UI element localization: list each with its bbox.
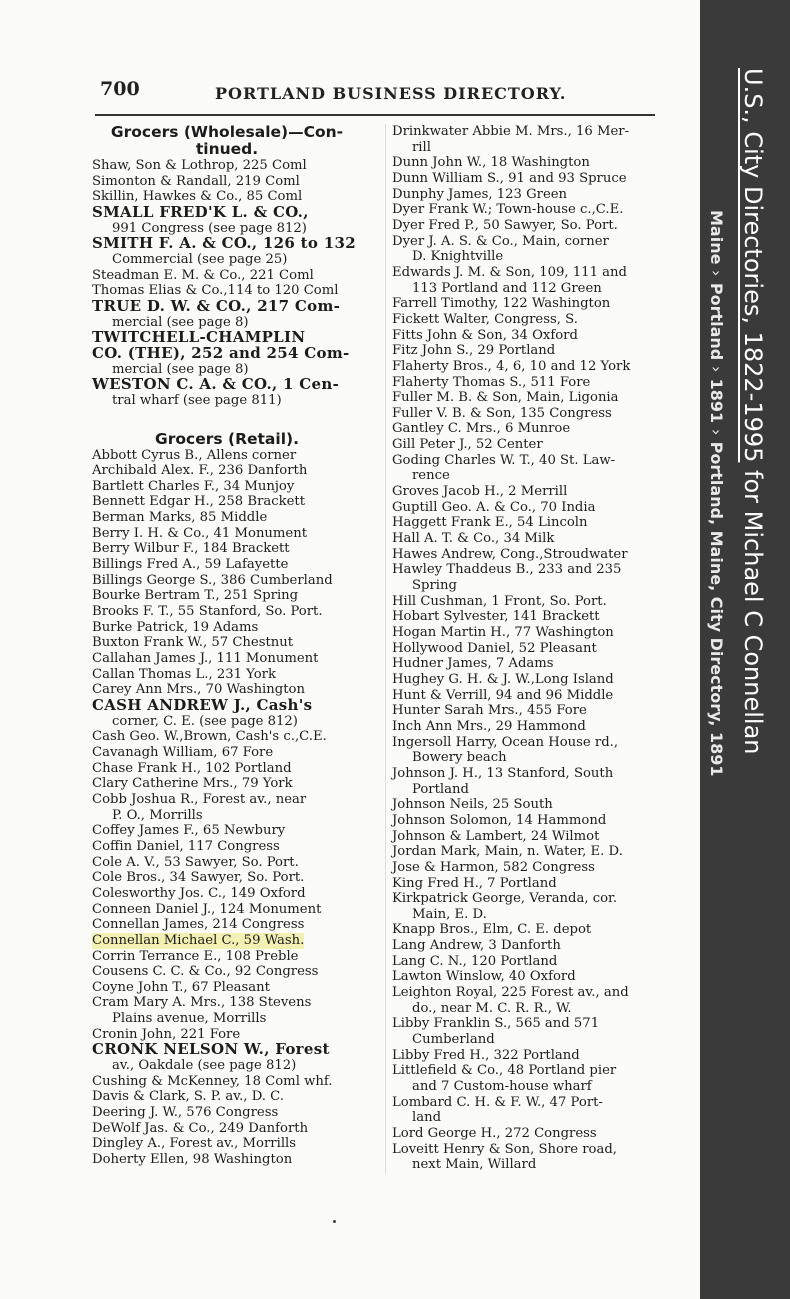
listing-entry: Bourke Bertram T., 251 Spring (92, 588, 299, 604)
listing-entry: Fitz John S., 29 Portland (392, 343, 556, 359)
listing-entry: Libby Fred H., 322 Portland (392, 1047, 580, 1063)
listing-entry: Berry Wilbur F., 184 Brackett (92, 541, 290, 557)
listing-entry: Hogan Martin H., 77 Washington (392, 625, 614, 640)
section-heading: Grocers (Wholesale)—Con- (110, 123, 344, 141)
breadcrumb-separator: › (707, 366, 726, 373)
listing-continuation: rence (412, 468, 450, 484)
listing-entry: SMITH F. A. & CO., 126 to 132 (92, 234, 356, 253)
listing-entry: Steadman E. M. & Co., 221 Coml (92, 267, 314, 283)
listing-entry: Clary Catherine Mrs., 79 York (92, 776, 293, 792)
listing-entry: Deering J. W., 576 Congress (92, 1105, 279, 1121)
listing-entry: Hill Cushman, 1 Front, So. Port. (392, 593, 607, 609)
listing-entry: Berry I. H. & Co., 41 Monument (92, 525, 308, 541)
listing-entry: Dyer Frank W.; Town-house c.,C.E. (392, 202, 624, 218)
listing-continuation: D. Knightville (412, 249, 504, 265)
listing-entry: Dyer J. A. S. & Co., Main, corner (392, 233, 609, 249)
listing-entry: Lang Andrew, 3 Danforth (392, 938, 561, 954)
listing-entry: Farrell Timothy, 122 Washington (392, 296, 611, 312)
listing-continuation: P. O., Morrills (112, 807, 203, 823)
breadcrumb-item[interactable]: Portland, Maine, City Directory, 1891 (707, 441, 726, 777)
header-rule (95, 114, 655, 116)
listing-entry: Hobart Sylvester, 141 Brackett (392, 609, 600, 625)
listing-entry: Haggett Frank E., 54 Lincoln (392, 515, 588, 531)
listing-entry: Lord George H., 272 Congress (392, 1126, 597, 1141)
listing-entry: Skillin, Hawkes & Co., 85 Coml (92, 189, 303, 205)
listing-entry: Jordan Mark, Main, n. Water, E. D. (392, 844, 623, 860)
listing-entry: TRUE D. W. & CO., 217 Com- (92, 296, 341, 315)
listing-entry: Gill Peter J., 52 Center (392, 437, 543, 453)
listing-entry: Goding Charles W. T., 40 St. Law- (392, 452, 616, 468)
listing-entry: Fuller V. B. & Son, 135 Congress (392, 405, 612, 421)
listing-continuation: tral wharf (see page 811) (112, 392, 282, 408)
section-heading: Grocers (Retail). (155, 429, 299, 448)
listing-entry: Johnson Neils, 25 South (392, 797, 553, 813)
listing-entry: Abbott Cyrus B., Allens corner (92, 447, 297, 463)
listing-entry: DeWolf Jas. & Co., 249 Danforth (92, 1120, 309, 1136)
listing-continuation: next Main, Willard (412, 1157, 537, 1173)
listing-entry: Hughey G. H. & J. W.,Long Island (392, 671, 614, 687)
listing-entry: Edwards J. M. & Son, 109, 111 and (392, 264, 627, 280)
listing-entry: Cushing & McKenney, 18 Coml whf. (92, 1073, 333, 1089)
listing-continuation: Spring (412, 578, 457, 594)
listing-continuation: corner, C. E. (see page 812) (112, 713, 298, 729)
listing-entry: SMALL FRED'K L. & CO., (92, 202, 309, 221)
breadcrumb-item[interactable]: Maine (707, 210, 726, 265)
listing-entry: Dunphy James, 123 Green (392, 186, 568, 202)
listing-entry: Coffin Daniel, 117 Congress (92, 838, 280, 854)
listing-entry: Simonton & Randall, 219 Coml (92, 173, 300, 189)
listing-entry: Billings Fred A., 59 Lafayette (92, 557, 289, 573)
listing-entry: Hunt & Verrill, 94 and 96 Middle (392, 687, 614, 703)
listing-entry: Hunter Sarah Mrs., 455 Fore (392, 703, 587, 719)
breadcrumb (706, 210, 726, 776)
breadcrumb-item[interactable]: Portland (707, 282, 726, 361)
listing-entry: Jose & Harmon, 582 Congress (392, 859, 595, 875)
listing-entry: Hall A. T. & Co., 34 Milk (392, 531, 555, 547)
listing-entry: Johnson J. H., 13 Stanford, South (392, 765, 614, 781)
listing-entry: Chase Frank H., 102 Portland (92, 760, 292, 776)
listing-entry: Dunn John W., 18 Washington (392, 155, 590, 171)
listing-continuation: mercial (see page 8) (112, 361, 249, 377)
listing-entry: Libby Franklin S., 565 and 571 (392, 1016, 600, 1032)
listing-entry: Bartlett Charles F., 34 Munjoy (92, 478, 295, 494)
listing-entry: Gantley C. Mrs., 6 Munroe (392, 421, 571, 437)
listing-continuation: 991 Congress (see page 812) (112, 220, 307, 236)
print-speck (333, 1220, 336, 1223)
page-number: 700 (100, 78, 140, 100)
listing-entry: Callan Thomas L., 231 York (92, 666, 276, 682)
listing-entry: CO. (THE), 252 and 254 Com- (92, 343, 350, 362)
listing-entry: CASH ANDREW J., Cash's (92, 696, 313, 714)
listing-entry: Archibald Alex. F., 236 Danforth (92, 463, 308, 479)
listing-continuation: Commercial (see page 25) (112, 251, 288, 267)
listing-entry: Cousens C. C. & Co., 92 Congress (92, 964, 319, 980)
listing-entry: Kirkpatrick George, Veranda, cor. (392, 891, 618, 907)
listing-entry: Hawes Andrew, Cong.,Stroudwater (392, 546, 628, 562)
listing-continuation: mercial (see page 8) (112, 314, 249, 330)
listing-entry: Carey Ann Mrs., 70 Washington (92, 682, 305, 698)
listing-entry: Littlefield & Co., 48 Portland pier (392, 1063, 617, 1079)
listing-entry: Fitts John & Son, 34 Oxford (392, 327, 578, 343)
listing-continuation: Main, E. D. (412, 906, 487, 922)
listing-entry: Johnson & Lambert, 24 Wilmot (392, 828, 600, 844)
listing-entry: Loveitt Henry & Son, Shore road, (392, 1141, 617, 1157)
right-column (392, 124, 667, 1173)
column-divider (385, 124, 386, 1174)
listing-entry: Flaherty Thomas S., 511 Fore (392, 374, 591, 390)
listing-entry: Corrin Terrance E., 108 Preble (92, 948, 299, 964)
listing-entry: Doherty Ellen, 98 Washington (92, 1152, 293, 1168)
listing-entry: King Fred H., 7 Portland (392, 875, 557, 891)
listing-continuation: rill (412, 139, 431, 155)
listing-entry: Buxton Frank W., 57 Chestnut (92, 635, 294, 651)
listing-entry: Conneen Daniel J., 124 Monument (92, 901, 322, 917)
record-title-rest: for Michael C Connellan (739, 462, 767, 755)
collection-link[interactable]: U.S., City Directories, 1822-1995 (739, 68, 767, 463)
section-heading: tinued. (195, 140, 259, 158)
listing-continuation: Portland (412, 781, 469, 797)
listing-continuation: do., near M. C. R. R., W. (412, 1000, 572, 1016)
listing-entry: Groves Jacob H., 2 Merrill (392, 484, 568, 500)
listing-entry: Dunn William S., 91 and 93 Spruce (392, 170, 627, 186)
listing-entry: Connellan James, 214 Congress (92, 917, 305, 933)
listing-entry: Dyer Fred P., 50 Sawyer, So. Port. (392, 217, 618, 233)
running-title: PORTLAND BUSINESS DIRECTORY. (215, 84, 567, 103)
listing-entry: Cram Mary A. Mrs., 138 Stevens (92, 995, 312, 1011)
listing-continuation: and 7 Custom-house wharf (412, 1079, 592, 1095)
listing-entry: Coffey James F., 65 Newbury (92, 823, 286, 839)
listing-entry: WESTON C. A. & CO., 1 Cen- (92, 375, 340, 394)
listing-entry: Lombard C. H. & F. W., 47 Port- (392, 1094, 603, 1110)
listing-entry: Cash Geo. W.,Brown, Cash's c.,C.E. (92, 729, 327, 745)
listing-continuation: Plains avenue, Morrills (112, 1011, 267, 1027)
listing-entry: Cobb Joshua R., Forest av., near (92, 791, 307, 807)
listing-entry: Callahan James J., 111 Monument (92, 651, 319, 667)
listing-entry: Lawton Winslow, 40 Oxford (392, 969, 576, 985)
listing-entry: Flaherty Bros., 4, 6, 10 and 12 York (392, 358, 631, 374)
listing-entry: Brooks F. T., 55 Stanford, So. Port. (92, 604, 323, 620)
listing-entry: Colesworthy Jos. C., 149 Oxford (92, 885, 306, 901)
listing-entry: Fickett Walter, Congress, S. (392, 311, 578, 327)
listing-entry: Guptill Geo. A. & Co., 70 India (392, 499, 596, 515)
listing-entry: Shaw, Son & Lothrop, 225 Coml (92, 158, 307, 173)
listing-continuation: Bowery beach (412, 750, 507, 766)
listing-entry: Davis & Clark, S. P. av., D. C. (92, 1089, 284, 1105)
listing-entry: Thomas Elias & Co.,114 to 120 Coml (92, 283, 339, 299)
listing-entry: Leighton Royal, 225 Forest av., and (392, 985, 629, 1001)
listing-entry: Bennett Edgar H., 258 Brackett (92, 494, 306, 510)
listing-continuation: land (412, 1110, 442, 1126)
breadcrumb-separator: › (707, 429, 726, 436)
listing-entry: Berman Marks, 85 Middle (92, 510, 268, 526)
listing-entry: Cole Bros., 34 Sawyer, So. Port. (92, 870, 305, 886)
listing-continuation: 113 Portland and 112 Green (412, 280, 602, 296)
breadcrumb-separator: › (707, 270, 726, 277)
listing-entry: Drinkwater Abbie M. Mrs., 16 Mer- (392, 124, 630, 139)
listing-entry: Ingersoll Harry, Ocean House rd., (392, 734, 619, 750)
listing-entry: Fuller M. B. & Son, Main, Ligonia (392, 390, 619, 406)
listing-entry: Inch Ann Mrs., 29 Hammond (392, 718, 586, 734)
search-match-highlight[interactable]: Connellan Michael C., 59 Wash. (92, 932, 305, 948)
listing-entry: Cole A. V., 53 Sawyer, So. Port. (92, 854, 299, 870)
listing-entry: Hudner James, 7 Adams (392, 656, 554, 672)
listing-entry: Cronin John, 221 Fore (92, 1026, 241, 1042)
listing-entry: Johnson Solomon, 14 Hammond (392, 812, 607, 828)
listing-entry: Cavanagh William, 67 Fore (92, 744, 274, 760)
listing-entry: Hawley Thaddeus B., 233 and 235 (392, 562, 622, 578)
listing-entry-highlighted (92, 933, 382, 949)
section-spacer (92, 409, 382, 431)
listing-entry: Billings George S., 386 Cumberland (92, 572, 333, 588)
listing-entry: CRONK NELSON W., Forest (92, 1040, 330, 1059)
listing-entry: Dingley A., Forest av., Morrills (92, 1136, 297, 1152)
listing-entry: Knapp Bros., Elm, C. E. depot (392, 922, 592, 938)
breadcrumb-item[interactable]: 1891 (707, 378, 726, 424)
listing-continuation: Cumberland (412, 1032, 495, 1048)
listing-entry: TWITCHELL-CHAMPLIN (92, 328, 306, 347)
record-title (738, 68, 768, 754)
listing-entry: Lang C. N., 120 Portland (392, 953, 558, 969)
listing-entry: Coyne John T., 67 Pleasant (92, 979, 270, 995)
listing-continuation: av., Oakdale (see page 812) (112, 1058, 297, 1074)
left-column (92, 124, 382, 1168)
listing-entry: Hollywood Daniel, 52 Pleasant (392, 640, 597, 656)
listing-entry: Burke Patrick, 19 Adams (92, 619, 259, 635)
